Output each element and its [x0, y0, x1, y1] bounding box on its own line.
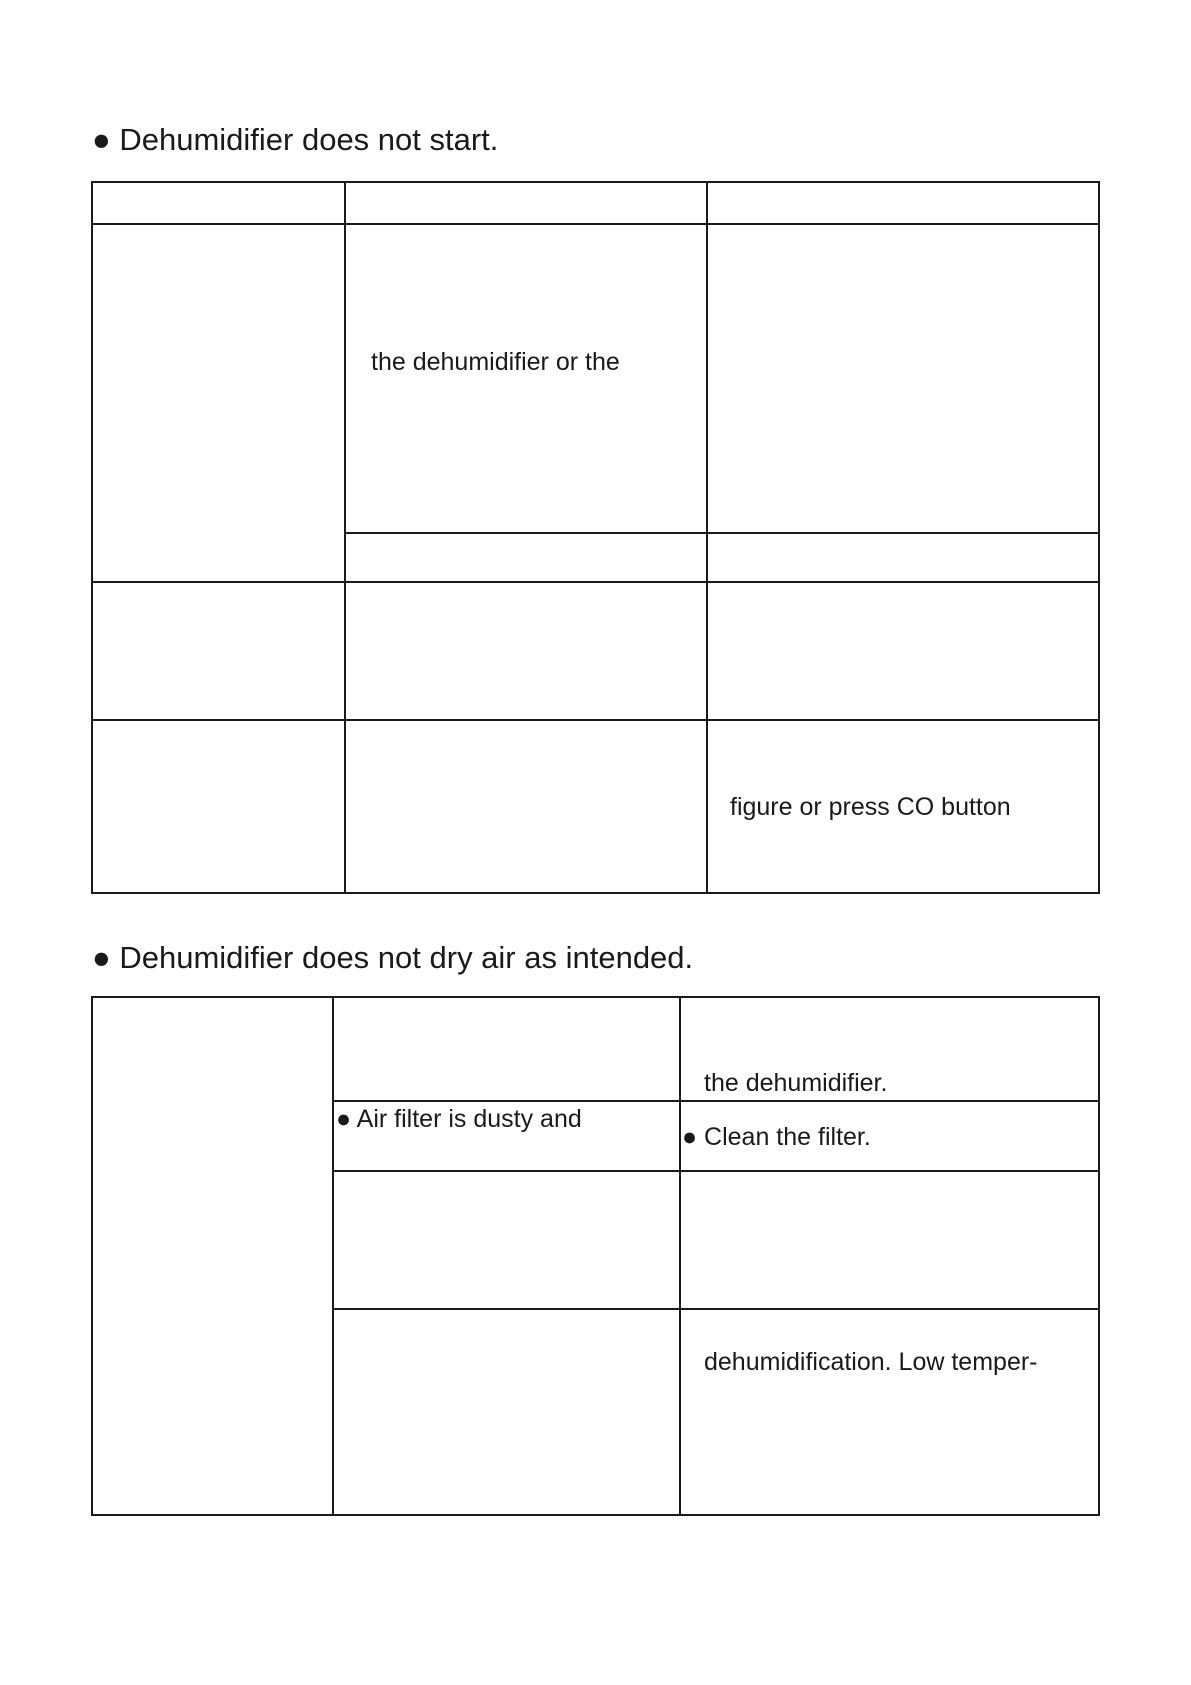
table-2-border — [91, 996, 1100, 1516]
section-heading-dehumidifier-does-not-start: ● Dehumidifier does not start. — [92, 122, 499, 157]
table-1-row-divider — [345, 532, 1099, 534]
table-1-row-divider — [92, 719, 1099, 721]
table-2-column-divider — [332, 997, 334, 1515]
table-1-column-divider — [706, 182, 708, 893]
section-heading-dehumidifier-does-not-dry: ● Dehumidifier does not dry air as intended. — [92, 940, 694, 975]
table-2-remedy-cell: dehumidification. Low temper- — [704, 1348, 1038, 1376]
table-2-cause-cell: ● Air filter is dusty and — [336, 1105, 582, 1133]
table-1-header-row-divider — [92, 223, 1099, 225]
table-1-border — [91, 181, 1100, 894]
table-1-column-divider — [344, 182, 346, 893]
table-1-remedy-cell: figure or press CO button — [730, 793, 1011, 821]
table-2-remedy-cell: ● Clean the filter. — [682, 1123, 871, 1151]
table-2-row-divider — [333, 1308, 1099, 1310]
table-1-row-divider — [92, 581, 1099, 583]
table-2-row-divider — [333, 1170, 1099, 1172]
table-1-cause-cell: the dehumidifier or the — [371, 348, 620, 376]
table-2-row-divider — [333, 1100, 1099, 1102]
table-2-column-divider — [679, 997, 681, 1515]
table-2-remedy-cell: the dehumidifier. — [704, 1069, 888, 1097]
